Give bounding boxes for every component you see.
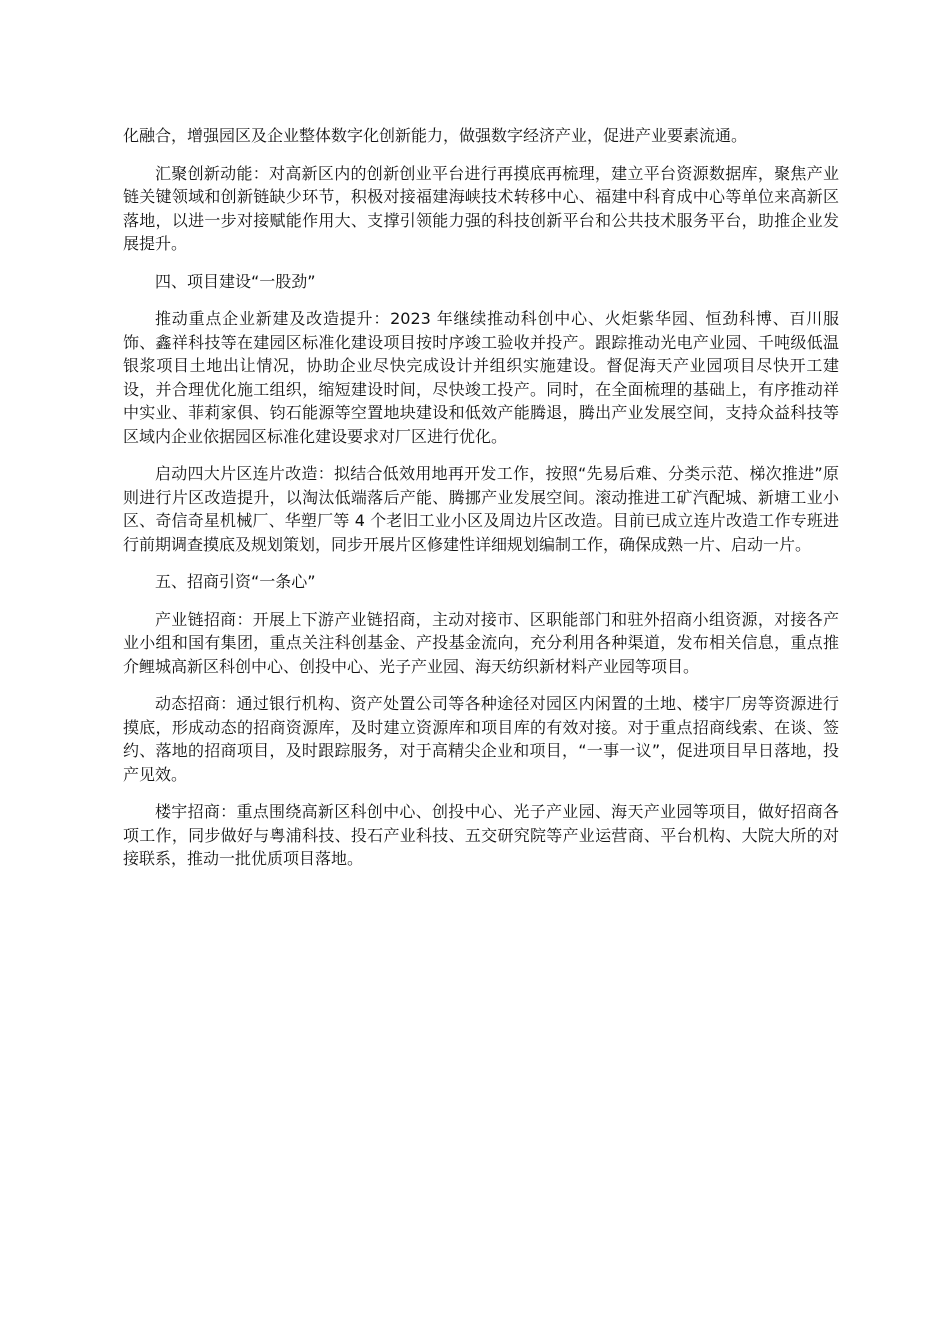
paragraph-area-renovation: 启动四大片区连片改造：拟结合低效用地再开发工作，按照“先易后难、分类示范、梯次推进”原则进行片区改造提升，以淘汰低端落后产能、腾挪产业发展空间。滚动推进工矿汽配城、新塘工业小区、奇信奇星机械厂、华塑厂等 4 个老旧工业小区及周边片区改造。目前已成立连片改造工作专班进行前期调查摸底及规划策划，同步开展片区修建性详细规划编制工作，确保成熟一片、启动一片。 bbox=[123, 464, 839, 554]
paragraph-continuation: 化融合，增强园区及企业整体数字化创新能力，做强数字经济产业，促进产业要素流通。 bbox=[123, 126, 748, 145]
paragraph-key-enterprises: 推动重点企业新建及改造提升：2023 年继续推动科创中心、火炬紫华园、恒劲科博、百川服饰、鑫祥科技等在建园区标准化建设项目按时序竣工验收并投产。跟踪推动光电产业园、千吨级低温银浆项目土地出让情况，协助企业尽快完成设计并组织实施建设。督促海天产业园项目尽快开工建设，并合理优化施工组织，缩短建设时间，尽快竣工投产。同时，在全面梳理的基础上，有序推动祥中实业、菲莉家俱、钧石能源等空置地块建设和低效产能腾退，腾出产业发展空间，支持众益科技等区域内企业依据园区标准化建设要求对厂区进行优化。 bbox=[123, 309, 839, 446]
section-heading-project-construction: 四、项目建设“一股劲” bbox=[155, 271, 316, 291]
document-body bbox=[123, 124, 839, 885]
paragraph-innovation: 汇聚创新动能：对高新区内的创新创业平台进行再摸底再梳理，建立平台资源数据库，聚焦产业链关键领域和创新链缺少环节，积极对接福建海峡技术转移中心、福建中科育成中心等单位来高新区落地，以进一步对接赋能作用大、支撑引领能力强的科技创新平台和公共技术服务平台，助推企业发展提升。 bbox=[123, 163, 839, 253]
section-heading-investment: 五、招商引资“一条心” bbox=[155, 572, 316, 591]
paragraph-dynamic-investment: 动态招商：通过银行机构、资产处置公司等各种途径对园区内闲置的土地、楼宇厂房等资源进行摸底，形成动态的招商资源库，及时建立资源库和项目库的有效对接。对于重点招商线索、在谈、签约、落地的招商项目，及时跟踪服务，对于高精尖企业和项目，“一事一议”，促进项目早日落地，投产见效。 bbox=[123, 694, 839, 784]
paragraph-chain-investment: 产业链招商：开展上下游产业链招商，主动对接市、区职能部门和驻外招商小组资源，对接各产业小组和国有集团，重点关注科创基金、产投基金流向，充分利用各种渠道，发布相关信息，重点推介鲤城高新区科创中心、创投中心、光子产业园、海天纺织新材料产业园等项目。 bbox=[123, 609, 839, 676]
paragraph-building-investment: 楼宇招商：重点围绕高新区科创中心、创投中心、光子产业园、海天产业园等项目，做好招商各项工作，同步做好与粤浦科技、投石产业科技、五交研究院等产业运营商、平台机构、大院大所的对接联系，推动一批优质项目落地。 bbox=[123, 802, 839, 868]
